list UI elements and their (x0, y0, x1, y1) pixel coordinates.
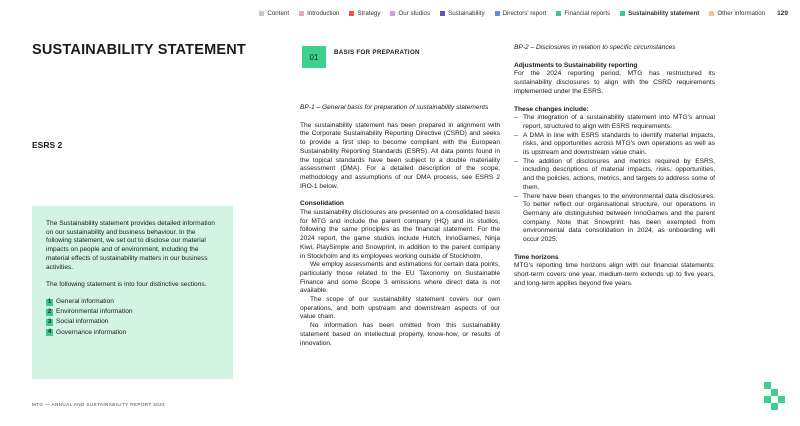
nav-color-square-icon (349, 11, 354, 16)
column-middle (300, 104, 500, 348)
top-navigation (259, 10, 788, 17)
nav-item-content[interactable] (259, 10, 289, 17)
section-label: Environmental information (56, 308, 133, 316)
nav-item-our-studios[interactable] (390, 10, 430, 17)
nav-item-label: Sustainability statement (628, 10, 700, 17)
basis-header (302, 46, 420, 68)
nav-item-label: Other information (717, 10, 766, 17)
nav-color-square-icon (440, 11, 445, 16)
nav-color-square-icon (390, 11, 395, 16)
basis-label: BASIS FOR PREPARATION (334, 49, 420, 56)
nav-item-label: Content (267, 10, 290, 17)
time-horizons-heading: Time horizons (514, 253, 559, 261)
intro-box (32, 206, 233, 379)
consolidation-paragraph-3: The scope of our sustainability statement covers our own operations, and both upstream and downstream aspects of our value chain. (300, 296, 500, 321)
nav-item-label: Strategy (357, 10, 381, 17)
nav-color-square-icon (709, 11, 714, 16)
section-list-item (46, 329, 219, 338)
nav-item-label: Introduction (307, 10, 340, 17)
section-number: 3 (47, 319, 52, 326)
nav-item-label: Financial reports (564, 10, 611, 17)
nav-item-introduction[interactable] (299, 10, 339, 17)
section-code: ESRS 2 (32, 140, 63, 150)
nav-color-square-icon (556, 11, 561, 16)
bp1-text: The sustainability statement has been prepared in alignment with the Corporate Sustainability Reporting Directive (CSRD) and seeks to provide a first step to become compliant with the European Sustainability Reporting Standards (ESRS). All data points found in the topical standards have been subject to a double materiality assessment (DMA). For a detailed description of the scope, methodology and assumptions of our DMA process, see ESRS 2 IRO-1 below. (300, 121, 500, 190)
page-title: SUSTAINABILITY STATEMENT (32, 42, 246, 58)
mtg-logo-icon (764, 382, 786, 410)
section-list-item (46, 298, 219, 307)
changes-list (514, 114, 715, 245)
section-label: General information (56, 297, 114, 305)
bp2-heading: BP-2 – Disclosures in relation to specific circumstances (514, 44, 676, 51)
adjustments-text: For the 2024 reporting period, MTG has restructured its sustainability disclosures to align with the CSRD requirements implemented under the ESRS. (514, 70, 715, 95)
section-number: 2 (47, 308, 52, 315)
consolidation-heading: Consolidation (300, 200, 344, 208)
bp1-heading: BP-1 – General basis for preparation of sustainability statements (300, 104, 489, 111)
consolidation-paragraph-2: We employ assessments and estimations for certain data points, particularly those related to the EU Taxonomy on Sustainable Finance and some Scope 3 emissions where direct data is not available. (300, 261, 500, 295)
section-label: Social information (56, 318, 109, 326)
sections-list (46, 298, 219, 337)
nav-color-square-icon (259, 11, 264, 16)
nav-item-financial-reports[interactable] (556, 10, 610, 17)
section-number: 1 (47, 298, 52, 305)
intro-sections-note: The following statement is into four distinctive sections. (46, 280, 207, 288)
nav-item-sustainability-statement[interactable] (620, 10, 699, 17)
nav-item-strategy[interactable] (349, 10, 380, 17)
nav-item-label: Directors' report (502, 10, 547, 17)
nav-color-square-icon (299, 11, 304, 16)
change-item: – There have been changes to the environmental data disclosures. To better reflect our organisational structure, our operations in Germany are distinguished between InnoGames and the parent company. Note that Snowprint has been exempted from environmental data consolidation in 2024, as onboarding will occur 2025. (514, 193, 715, 245)
section-list-item (46, 318, 219, 327)
adjustments-heading: Adjustments to Sustainability reporting (514, 61, 638, 69)
consolidation-paragraph-4: No information has been omitted from this sustainability statement based on intellectual property, know-how, or results of innovation. (300, 322, 500, 347)
nav-item-directors-report[interactable] (495, 10, 547, 17)
basis-number: 01 (302, 46, 326, 68)
section-number: 4 (47, 329, 52, 336)
section-list-item (46, 308, 219, 317)
column-right (514, 44, 715, 289)
nav-color-square-icon (620, 11, 625, 16)
footer: MTG — ANNUAL AND SUSTAINABILITY REPORT 2024 (32, 402, 166, 407)
page-number: 129 (777, 10, 788, 17)
nav-color-square-icon (495, 11, 500, 16)
change-item: – The integration of a sustainability statement into MTG's annual report, structured to align with ESRS requirements. (514, 114, 715, 131)
nav-item-label: Our studios (398, 10, 431, 17)
time-horizons-text: MTG's reporting time horizons align with our financial statements: short-term covers one year, medium-term extends up to five years, and long-term applies beyond five years. (514, 262, 715, 287)
nav-item-other-information[interactable] (709, 10, 765, 17)
consolidation-paragraph-1: The sustainability disclosures are presented on a consolidated basis for MTG and include the parent company (HQ) and its studios, following the same principles as the financial statement. For the 2024 report, the game studios include Hutch, InnoGames, Ninja Kiwi, PlaySimple and Snowprint, in addition to the parent company in Stockholm and its employees working outside of Stockholm. (300, 209, 500, 260)
change-item: – The addition of disclosures and metrics required by ESRS, including descriptions of material impacts, risks, opportunities, and the policies, actions, metrics, and targets to address some of them. (514, 158, 715, 193)
intro-paragraph: The Sustainability statement provides detailed information on our sustainability and business behaviour. In the following statement, we set out to disclose our material impacts on people and of environment, including the material effects of sustainability matters in our business activities. (46, 220, 215, 271)
nav-item-label: Sustainability (448, 10, 485, 17)
nav-item-sustainability[interactable] (440, 10, 484, 17)
section-label: Governance information (56, 328, 127, 336)
change-item: – A DMA in line with ESRS standards to identify material impacts, risks, and opportunities across MTG's own operations as well as its upstream and downstream value chain. (514, 132, 715, 158)
changes-heading: These changes include: (514, 105, 589, 113)
